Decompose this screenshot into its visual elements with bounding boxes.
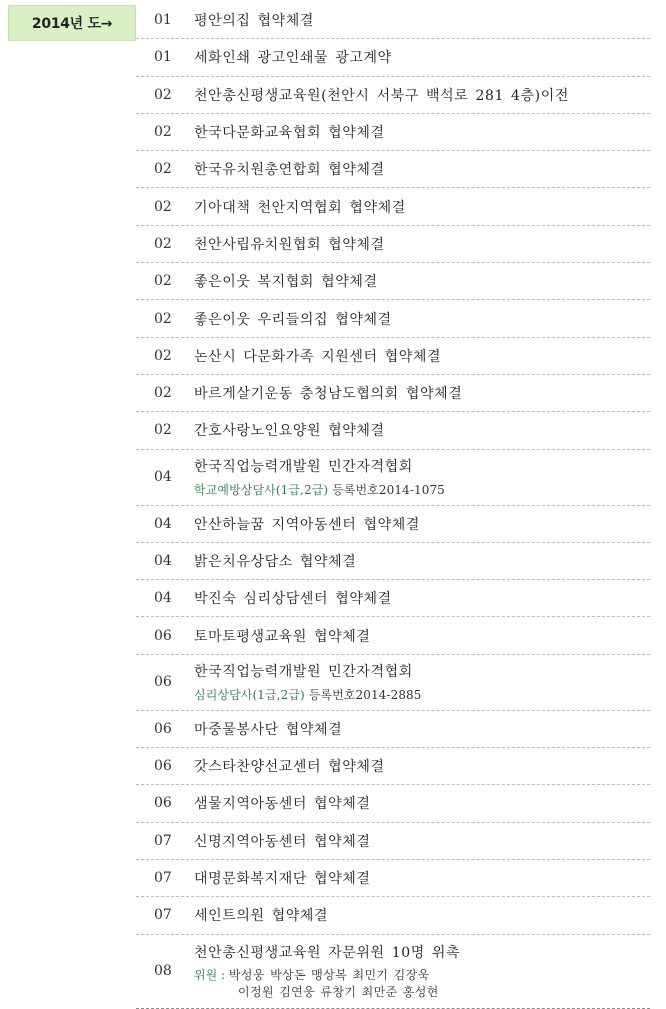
entry-text: 천안사립유치원협회 협약체결 [194, 236, 385, 253]
entry-text: 한국직업능력개발원 민간자격협회 [194, 459, 413, 476]
entry-text: 신명지역아동센터 협약체결 [194, 833, 371, 850]
month-label: 07 [154, 832, 172, 849]
month-label: 06 [154, 795, 172, 812]
entry-text: 토마토평생교육원 협약체결 [194, 628, 371, 645]
month-label: 06 [154, 674, 172, 691]
timeline-row [136, 617, 650, 654]
month-label: 07 [154, 870, 172, 887]
timeline-row [136, 39, 650, 76]
timeline-row [136, 935, 650, 1009]
entry-text: 마중물봉사단 협약체결 [194, 721, 343, 738]
entry-text: 논산시 다문화가족 지원센터 협약체결 [194, 348, 442, 365]
timeline-row [136, 860, 650, 897]
month-label: 06 [154, 627, 172, 644]
month-label: 02 [154, 235, 172, 252]
timeline-row [136, 748, 650, 785]
timeline-row [136, 655, 650, 711]
certification-note [194, 481, 650, 498]
month-label: 02 [154, 347, 172, 364]
entry-text: 샘물지역아동센터 협약체결 [194, 796, 371, 813]
month-label: 07 [154, 907, 172, 924]
entry-text: 박진숙 심리상담센터 협약체결 [194, 591, 392, 608]
entry-text: 기아대책 천안지역협회 협약체결 [194, 199, 406, 216]
advisor-names-line1: 박성웅 박상돈 맹상복 최민기 김장욱 [228, 967, 430, 982]
timeline-row [136, 375, 650, 412]
timeline-row [136, 300, 650, 337]
timeline-row [136, 450, 650, 506]
month-label: 04 [154, 515, 172, 532]
year-label: 2014년 도→ [31, 16, 113, 32]
timeline-row [136, 188, 650, 225]
advisor-list [194, 967, 650, 1001]
month-label: 06 [154, 720, 172, 737]
timeline-row [136, 77, 650, 114]
entry-text: 천안총신평생교육원 자문위원 10명 위촉 [194, 944, 461, 961]
timeline-row [136, 114, 650, 151]
timeline-row [136, 226, 650, 263]
month-label: 02 [154, 124, 172, 141]
timeline-row [136, 263, 650, 300]
entry-text: 바르게살기운동 충청남도협의회 협약체결 [194, 386, 463, 403]
entry-text: 세인트의원 협약체결 [194, 908, 329, 925]
advisor-label: 위원 : [194, 967, 226, 982]
certification-name: 학교예방상담사(1급,2급) [194, 483, 329, 498]
timeline-row [136, 151, 650, 188]
entry-text: 간호사랑노인요양원 협약체결 [194, 423, 385, 440]
timeline-row [136, 823, 650, 860]
month-label: 08 [154, 963, 172, 980]
month-label: 04 [154, 590, 172, 607]
month-label: 04 [154, 469, 172, 486]
entry-text: 세화인쇄 광고인쇄물 광고계약 [194, 50, 392, 67]
timeline-row [136, 412, 650, 449]
timeline-row [136, 506, 650, 543]
month-label: 01 [154, 12, 172, 29]
year-badge [8, 5, 136, 41]
entry-text: 평안의집 협약체결 [194, 13, 315, 30]
month-label: 02 [154, 161, 172, 178]
entry-text: 대명문화복지재단 협약체결 [194, 871, 371, 888]
month-label: 02 [154, 86, 172, 103]
registration-number: 등록번호2014-1075 [332, 483, 445, 498]
timeline-row [136, 543, 650, 580]
timeline-row [136, 711, 650, 748]
certification-name: 심리상담사(1급,2급) [194, 688, 305, 703]
entry-text: 천안총신평생교육원(천안시 서북구 백석로 281 4층)이전 [194, 87, 569, 104]
timeline-row [136, 2, 650, 39]
timeline-row [136, 580, 650, 617]
entry-text: 좋은이웃 우리들의집 협약체결 [194, 311, 392, 328]
entry-text: 갓스타찬양선교센터 협약체결 [194, 759, 385, 776]
month-label: 02 [154, 385, 172, 402]
timeline-row [136, 785, 650, 822]
entry-text: 한국유치원총연합회 협약체결 [194, 162, 385, 179]
entry-text: 한국직업능력개발원 민간자격협회 [194, 664, 413, 681]
timeline-row [136, 897, 650, 934]
entry-text: 밝은치유상담소 협약체결 [194, 554, 357, 570]
month-label: 04 [154, 553, 172, 569]
entry-text: 한국다문화교육협회 협약체결 [194, 125, 385, 142]
month-label: 02 [154, 422, 172, 439]
certification-note [194, 686, 650, 703]
month-label: 02 [154, 273, 172, 290]
month-label: 06 [154, 758, 172, 775]
advisor-names-line2: 이정원 김연웅 류창기 최만준 홍성현 [238, 984, 439, 999]
month-label: 01 [154, 49, 172, 66]
entry-text: 좋은이웃 복지협회 협약체결 [194, 274, 378, 291]
timeline-row [136, 338, 650, 375]
entry-text: 안산하늘꿈 지역아동센터 협약체결 [194, 516, 420, 533]
registration-number: 등록번호2014-2885 [308, 688, 422, 703]
month-label: 02 [154, 198, 172, 215]
month-label: 02 [154, 310, 172, 327]
timeline-list [136, 2, 650, 1009]
